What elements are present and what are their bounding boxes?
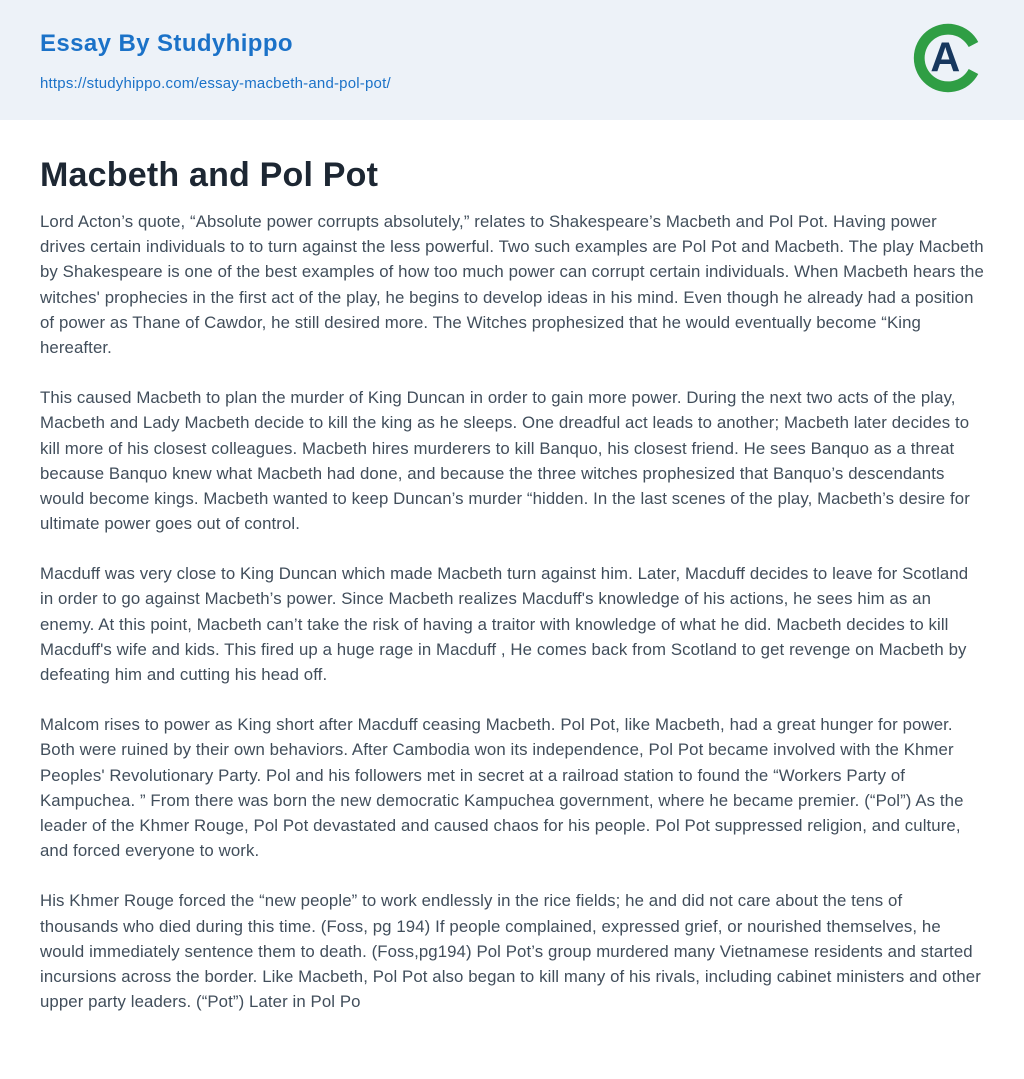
article-body	[0, 120, 1024, 1079]
essay-paragraph-3: Macduff was very close to King Duncan which made Macbeth turn against him. Later, Macduff decides to leave for Scotland in order to go against Macbeth’s power. Since Macbeth realizes Macduff's knowledge of his actions, he sees him as an enemy. At this point, Macbeth can’t take the risk of having a traitor with knowledge of what he did. Macbeth decides to kill Macduff's wife and kids. This fired up a huge rage in Macduff , He comes back from Scotland to get revenge on Macbeth by defeating him and cutting his head off.	[40, 564, 969, 684]
essay-paragraph-5: His Khmer Rouge forced the “new people” to work endlessly in the rice fields; he and did not care about the tens of thousands who died during this time. (Foss, pg 194) If people complained, expressed grief, or nourished themselves, he would immediately sentence them to death. (Foss,pg194) Pol Pot’s group murdered many Vietnamese residents and started incursions across the border. Like Macbeth, Pol Pot also began to kill many of his rivals, including cabinet ministers and other upper party leaders. (“Pot”) Later in Pol Po	[40, 891, 981, 1012]
essay-url-link[interactable]: https://studyhippo.com/essay-macbeth-and-pol-pot/	[40, 75, 391, 92]
essay-paragraph-4: Malcom rises to power as King short after Macduff ceasing Macbeth. Pol Pot, like Macbeth, had a great hunger for power. Both were ruined by their own behaviors. After Cambodia won its independence, Pol Pot became involved with the Khmer Peoples' Revolutionary Party. Pol and his followers met in secret at a railroad station to found the “Workers Party of Kampuchea. ” From there was born the new democratic Kampuchea government, where he became premier. (“Pol”) As the leader of the Khmer Rouge, Pol Pot devastated and caused chaos for his people. Pol Pot suppressed religion, and culture, and forced everyone to work.	[40, 715, 964, 861]
page-header	[0, 0, 1024, 120]
header-text-block	[40, 30, 391, 92]
essay-paragraph-1: Lord Acton’s quote, “Absolute power corrupts absolutely,” relates to Shakespeare’s Macbeth and Pol Pot. Having power drives certain individuals to to turn against the less powerful. Two such examples are Pol Pot and Macbeth. The play Macbeth by Shakespeare is one of the best examples of how too much power can corrupt certain individuals. When Macbeth hears the witches' prophecies in the first act of the play, he begins to develop ideas in his mind. Even though he already had a position of power as Thane of Cawdor, he still desired more. The Witches prophesized that he would eventually become “King hereafter.	[40, 212, 984, 357]
logo-letter: A	[930, 34, 961, 81]
article-title: Macbeth and Pol Pot	[40, 156, 379, 194]
site-title: Essay By Studyhippo	[40, 30, 293, 57]
studyhippo-logo-icon[interactable]	[912, 22, 984, 94]
essay-paragraph-2: This caused Macbeth to plan the murder of King Duncan in order to gain more power. During the next two acts of the play, Macbeth and Lady Macbeth decide to kill the king as he sleeps. One dreadful act leads to another; Macbeth later decides to kill more of his closest colleagues. Macbeth hires murderers to kill Banquo, his closest friend. He sees Banquo as a threat because Banquo knew what Macbeth had done, and because the three witches prophesized that Banquo’s descendants would become kings. Macbeth wanted to keep Duncan’s murder “hidden. In the last scenes of the play, Macbeth’s desire for ultimate power goes out of control.	[40, 388, 970, 534]
